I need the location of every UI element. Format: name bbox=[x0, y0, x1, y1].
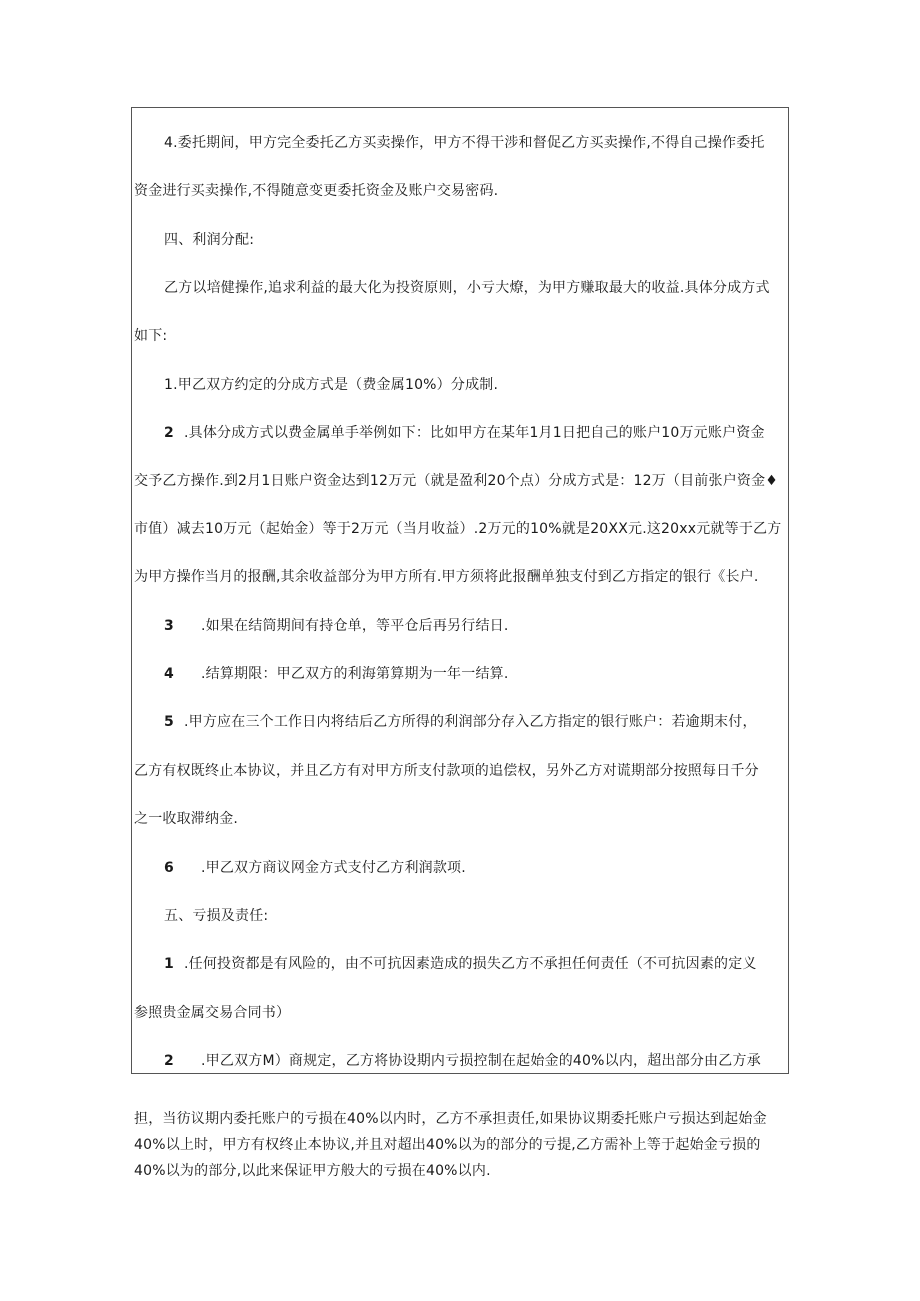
section-4-intro-line-1: 乙方以培健操作,追求利益的最大化为投资原则，小亏大燎，为甲方赚取最大的收益.具体分成方式 bbox=[164, 280, 770, 296]
paragraph-4-line-2: 资金进行买卖操作,不得随意变更委托资金及账户交易密码. bbox=[134, 183, 499, 199]
loss-item-2-text: .甲乙双方M）商规定，乙方将协设期内亏损控制在起始金的40%以内，超出部分由乙方承 bbox=[201, 1053, 761, 1069]
loss-item-2-number: 2 bbox=[164, 1053, 174, 1069]
profit-item-6-number: 6 bbox=[164, 860, 174, 876]
section-4-intro-line-2: 如下: bbox=[134, 328, 168, 344]
loss-item-1-text: .任何投资都是有风险的，由不可抗因素造成的损失乙方不承担任何责任（不可抗因素的定义 bbox=[184, 956, 757, 972]
profit-item-5-line-1 bbox=[164, 713, 757, 731]
profit-item-2-line-1 bbox=[164, 424, 765, 442]
profit-item-6 bbox=[164, 859, 466, 877]
profit-item-3 bbox=[164, 617, 509, 635]
loss-item-2-line-1 bbox=[164, 1052, 761, 1070]
profit-item-2-text: .具体分成方式以费金属单手举例如下：比如甲方在某年1月1日把自己的账户10万元账户资金 bbox=[184, 425, 765, 441]
profit-item-5-number: 5 bbox=[164, 714, 174, 730]
section-4-heading: 四、利润分配: bbox=[164, 232, 255, 248]
profit-item-2-line-4: 为甲方操作当月的报酬,其余收益部分为甲方所有.甲方须将此报酬单独支付到乙方指定的银行《长户. bbox=[134, 569, 759, 585]
profit-item-5-text: .甲方应在三个工作日内将结后乙方所得的利润部分存入乙方指定的银行账户：若逾期末付， bbox=[184, 714, 757, 730]
loss-item-2-line-2: 担，当彷议期内委托账户的亏损在40%以内时，乙方不承担责任,如果协议期委托账户亏损达到起始金 bbox=[134, 1111, 767, 1127]
profit-item-4-number: 4 bbox=[164, 666, 174, 682]
profit-item-4 bbox=[164, 665, 509, 683]
profit-item-2-number: 2 bbox=[164, 425, 174, 441]
profit-item-1: 1.甲乙双方约定的分成方式是（费金属10%）分成制. bbox=[164, 377, 499, 393]
profit-item-5-line-3: 之一收取滞纳金. bbox=[134, 811, 239, 827]
profit-item-5-line-2: 乙方有权既终止本协议，并且乙方有对甲方所支付款项的追偿权，另外乙方对谎期部分按照每日千分 bbox=[134, 763, 759, 779]
profit-item-4-text: .结算期限：甲乙双方的利海第算期为一年一结算. bbox=[201, 666, 509, 682]
profit-item-2-line-2: 交予乙方操作.到2月1日账户资金达到12万元（就是盈利20个点）分成方式是：12万（目前张户资金♦ bbox=[134, 473, 779, 489]
loss-item-1-number: 1 bbox=[164, 956, 174, 972]
loss-item-1-line-2: 参照贵金属交易合同书） bbox=[134, 1005, 291, 1021]
profit-item-6-text: .甲乙双方商议网金方式支付乙方利润款项. bbox=[201, 860, 466, 876]
loss-item-1-line-1 bbox=[164, 955, 757, 973]
profit-item-2-line-3: 市值）减去10万元（起始金）等于2万元（当月收益）.2万元的10%就是20XX元.这20xx元就等于乙方 bbox=[134, 521, 782, 537]
paragraph-4-line-1: 4.委托期间，甲方完全委托乙方买卖操作，甲方不得干涉和督促乙方买卖操作,不得自己操作委托 bbox=[164, 135, 765, 151]
document-frame bbox=[131, 107, 789, 1074]
loss-item-2-line-4: 40%以为的部分,以此来保证甲方般大的亏损在40%以内. bbox=[134, 1163, 491, 1179]
profit-item-3-number: 3 bbox=[164, 618, 174, 634]
loss-item-2-line-3: 40%以上时，甲方有权终止本协议,并且对超出40%以为的部分的亏提,乙方需补上等于起始金亏损的 bbox=[134, 1137, 761, 1153]
section-5-heading: 五、亏损及责任: bbox=[164, 908, 269, 924]
profit-item-3-text: .如果在结筒期间有持仓单，等平仓后再另行结日. bbox=[201, 618, 509, 634]
